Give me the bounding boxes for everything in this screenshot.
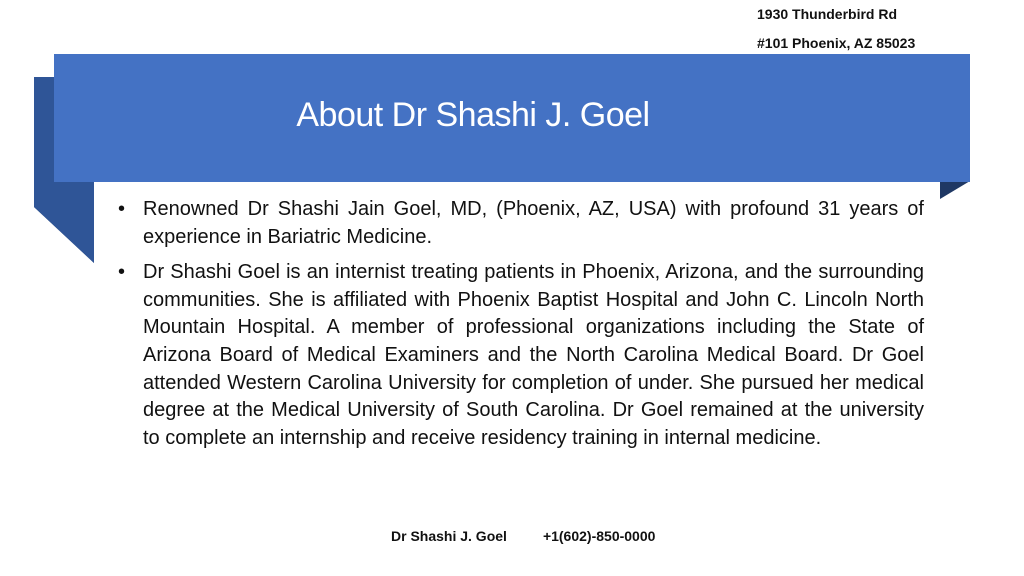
page-title: About Dr Shashi J. Goel (296, 96, 650, 134)
ribbon-fold-right (940, 181, 972, 199)
bullet-marker: • (118, 261, 126, 284)
footer (391, 528, 655, 544)
footer-name: Dr Shashi J. Goel (391, 528, 507, 544)
bullet-text: Dr Shashi Goel is an internist treating patients in Phoenix, Arizona, and the surrounding communities. She is affiliated with Phoenix Baptist Hospital and John C. Lincoln North Mountain Hospital. A member of professional organizations including the State of Arizona Board of Medical Examiners and the North Carolina Medical Board. Dr Goel attended Western Carolina University for completion of under. She pursued her medical degree at the Medical University of South Carolina. Dr Goel remained at the university to complete an internship and receive residency training in internal medicine. (143, 261, 924, 449)
list-item (118, 196, 924, 251)
address-line-1: 1930 Thunderbird Rd (757, 6, 898, 22)
bullet-text: Renowned Dr Shashi Jain Goel, MD, (Phoenix, AZ, USA) with profound 31 years of experience in Bariatric Medicine. (143, 198, 924, 248)
bullet-marker: • (118, 198, 126, 220)
list-item (118, 259, 924, 452)
footer-phone: +1(602)-850-0000 (542, 528, 656, 544)
address-line-2: #101 Phoenix, AZ 85023 (757, 35, 916, 51)
bullet-list (118, 196, 924, 460)
